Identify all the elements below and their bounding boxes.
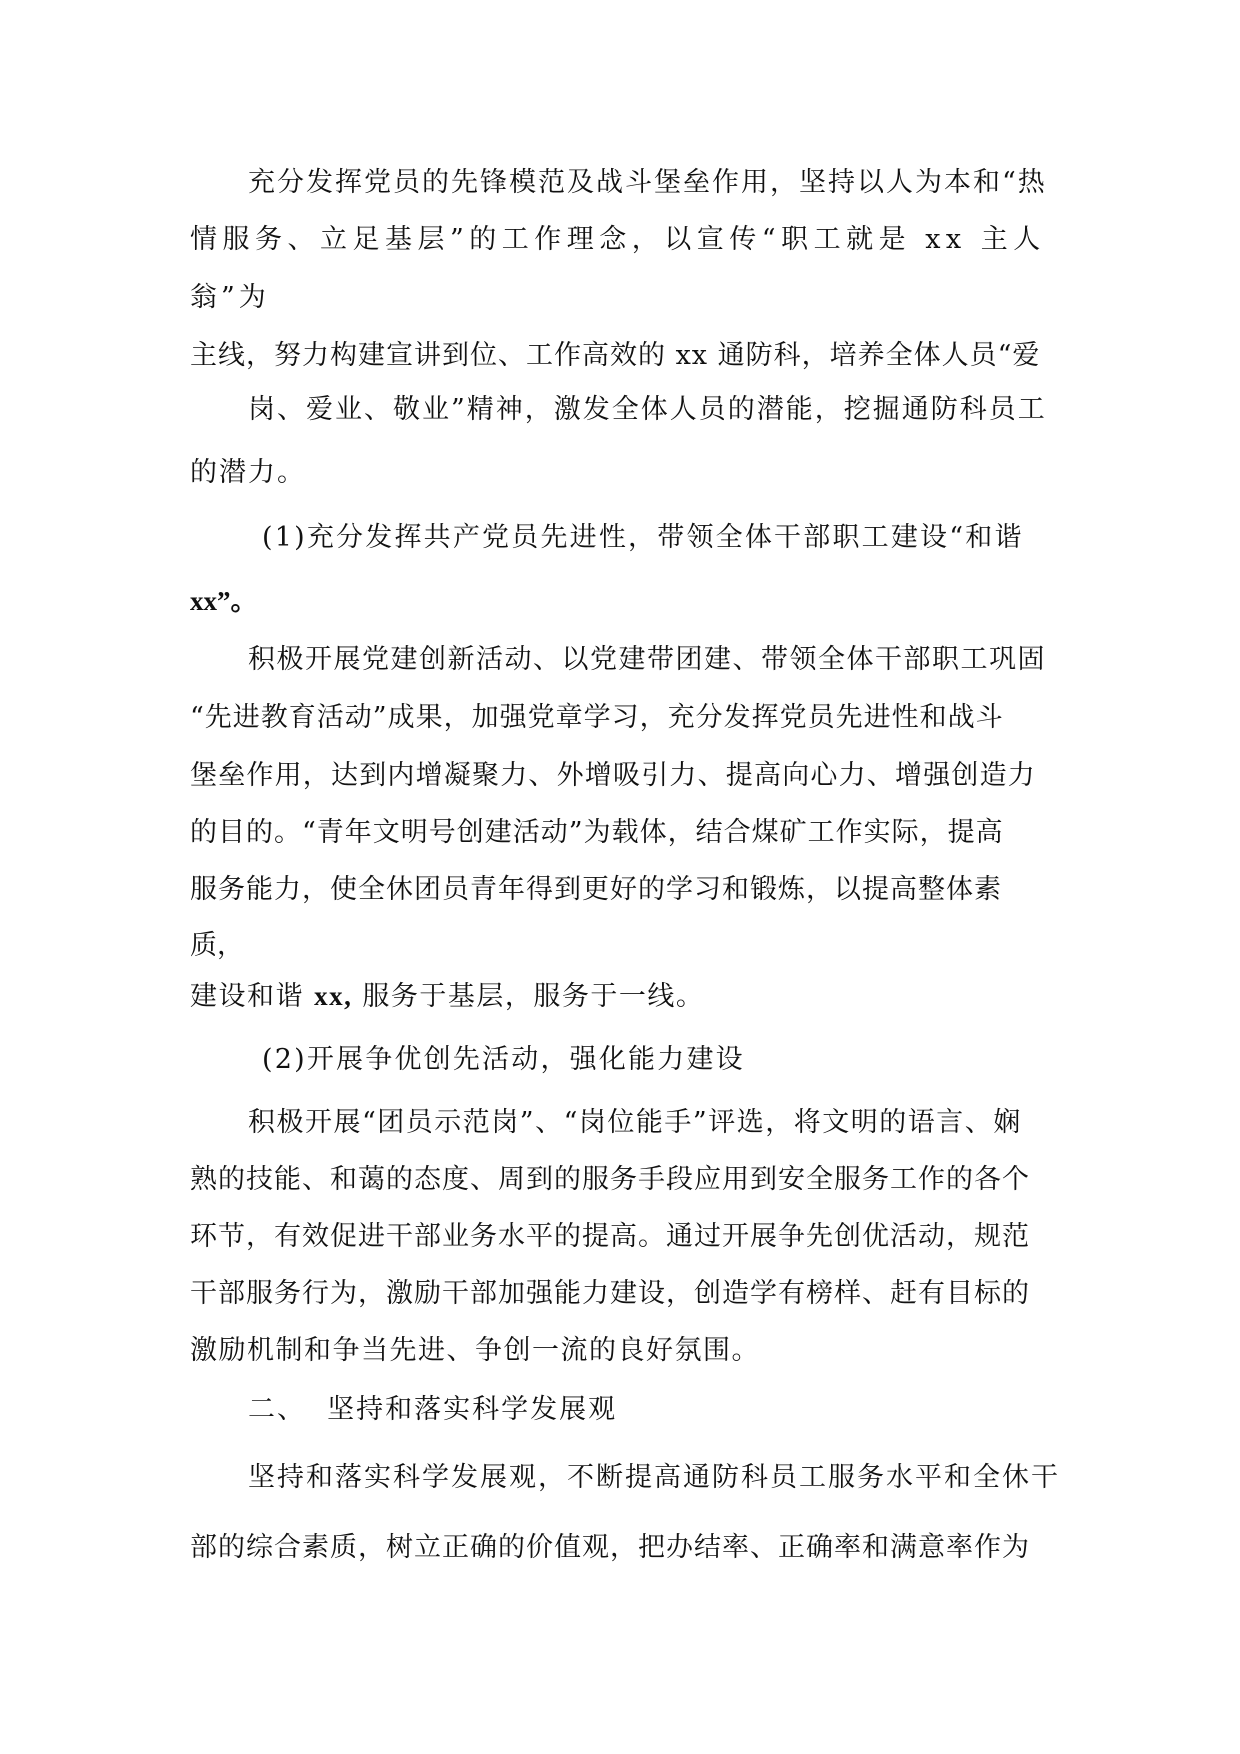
paragraph-1-line-1: 充分发挥党员的先锋模范及战斗堡垒作用，坚持以人为本和“热 — [248, 167, 1047, 198]
paragraph-2-line-2: “先进教育活动”成果，加强党章学习，充分发挥党员先进性和战斗 — [190, 702, 1004, 733]
section-heading-2: 二、 坚持和落实科学发展观 — [248, 1394, 618, 1425]
paragraph-3-line-4: 干部服务行为，激励干部加强能力建设，创造学有榜样、赶有目标的 — [190, 1278, 1030, 1309]
paragraph-1-line-6: 的潜力。 — [190, 457, 306, 488]
paragraph-2-line-5: 服务能力，使全休团员青年得到更好的学习和锻炼，以提高整体素 — [190, 874, 1002, 905]
paragraph-2-line-4: 的目的。“青年文明号创建活动”为载体，结合煤矿工作实际，提高 — [190, 817, 1004, 848]
paragraph-2-line-3: 堡垒作用，达到内增凝聚力、外增吸引力、提高向心力、增强创造力 — [190, 760, 1036, 791]
paragraph-2-line-7 — [190, 978, 704, 1015]
paragraph-2-line-7-part-2: xx, — [314, 981, 353, 1011]
paragraph-1-line-3: 翁”为 — [190, 282, 270, 313]
paragraph-1-line-5: 岗、爱业、敬业”精神，激发全体人员的潜能，挖掘通防科员工 — [248, 394, 1047, 425]
paragraph-2-line-1: 积极开展党建创新活动、以党建带团建、带领全体干部职工巩固 — [248, 644, 1046, 675]
paragraph-4-line-2: 部的综合素质，树立正确的价值观，把办结率、正确率和满意率作为 — [190, 1532, 1030, 1563]
paragraph-1-line-2: 情服务、立足基层”的工作理念，以宣传“职工就是 xx 主人 — [190, 224, 1046, 255]
paragraph-3-line-3: 环节，有效促进干部业务水平的提高。通过开展争先创优活动，规范 — [190, 1221, 1030, 1252]
paragraph-3-line-5: 激励机制和争当先进、争创一流的良好氛围。 — [190, 1335, 760, 1366]
paragraph-2-line-7-part-3: 服务于基层，服务于一线。 — [352, 981, 705, 1012]
paragraph-4-line-1: 坚持和落实科学发展观，不断提高通防科员工服务水平和全休干 — [248, 1462, 1060, 1493]
paragraph-2-line-7-part-1: 建设和谐 — [190, 981, 315, 1012]
paragraph-2-line-6: 质， — [190, 930, 244, 961]
paragraph-1-line-4: 主线，努力构建宣讲到位、工作高效的 xx 通防科，培养全体人员“爱 — [190, 340, 1041, 371]
subheading-1-line-1: (1)充分发挥共产党员先进性，带领全体干部职工建设“和谐 — [262, 522, 1024, 553]
subheading-1-line-2: xx”。 — [190, 586, 258, 616]
paragraph-3-line-1: 积极开展“团员示范岗”、“岗位能手”评选，将文明的语言、娴 — [248, 1107, 1022, 1138]
paragraph-3-line-2: 熟的技能、和蔼的态度、周到的服务手段应用到安全服务工作的各个 — [190, 1164, 1030, 1195]
subheading-2: (2)开展争优创先活动，强化能力建设 — [262, 1044, 745, 1075]
